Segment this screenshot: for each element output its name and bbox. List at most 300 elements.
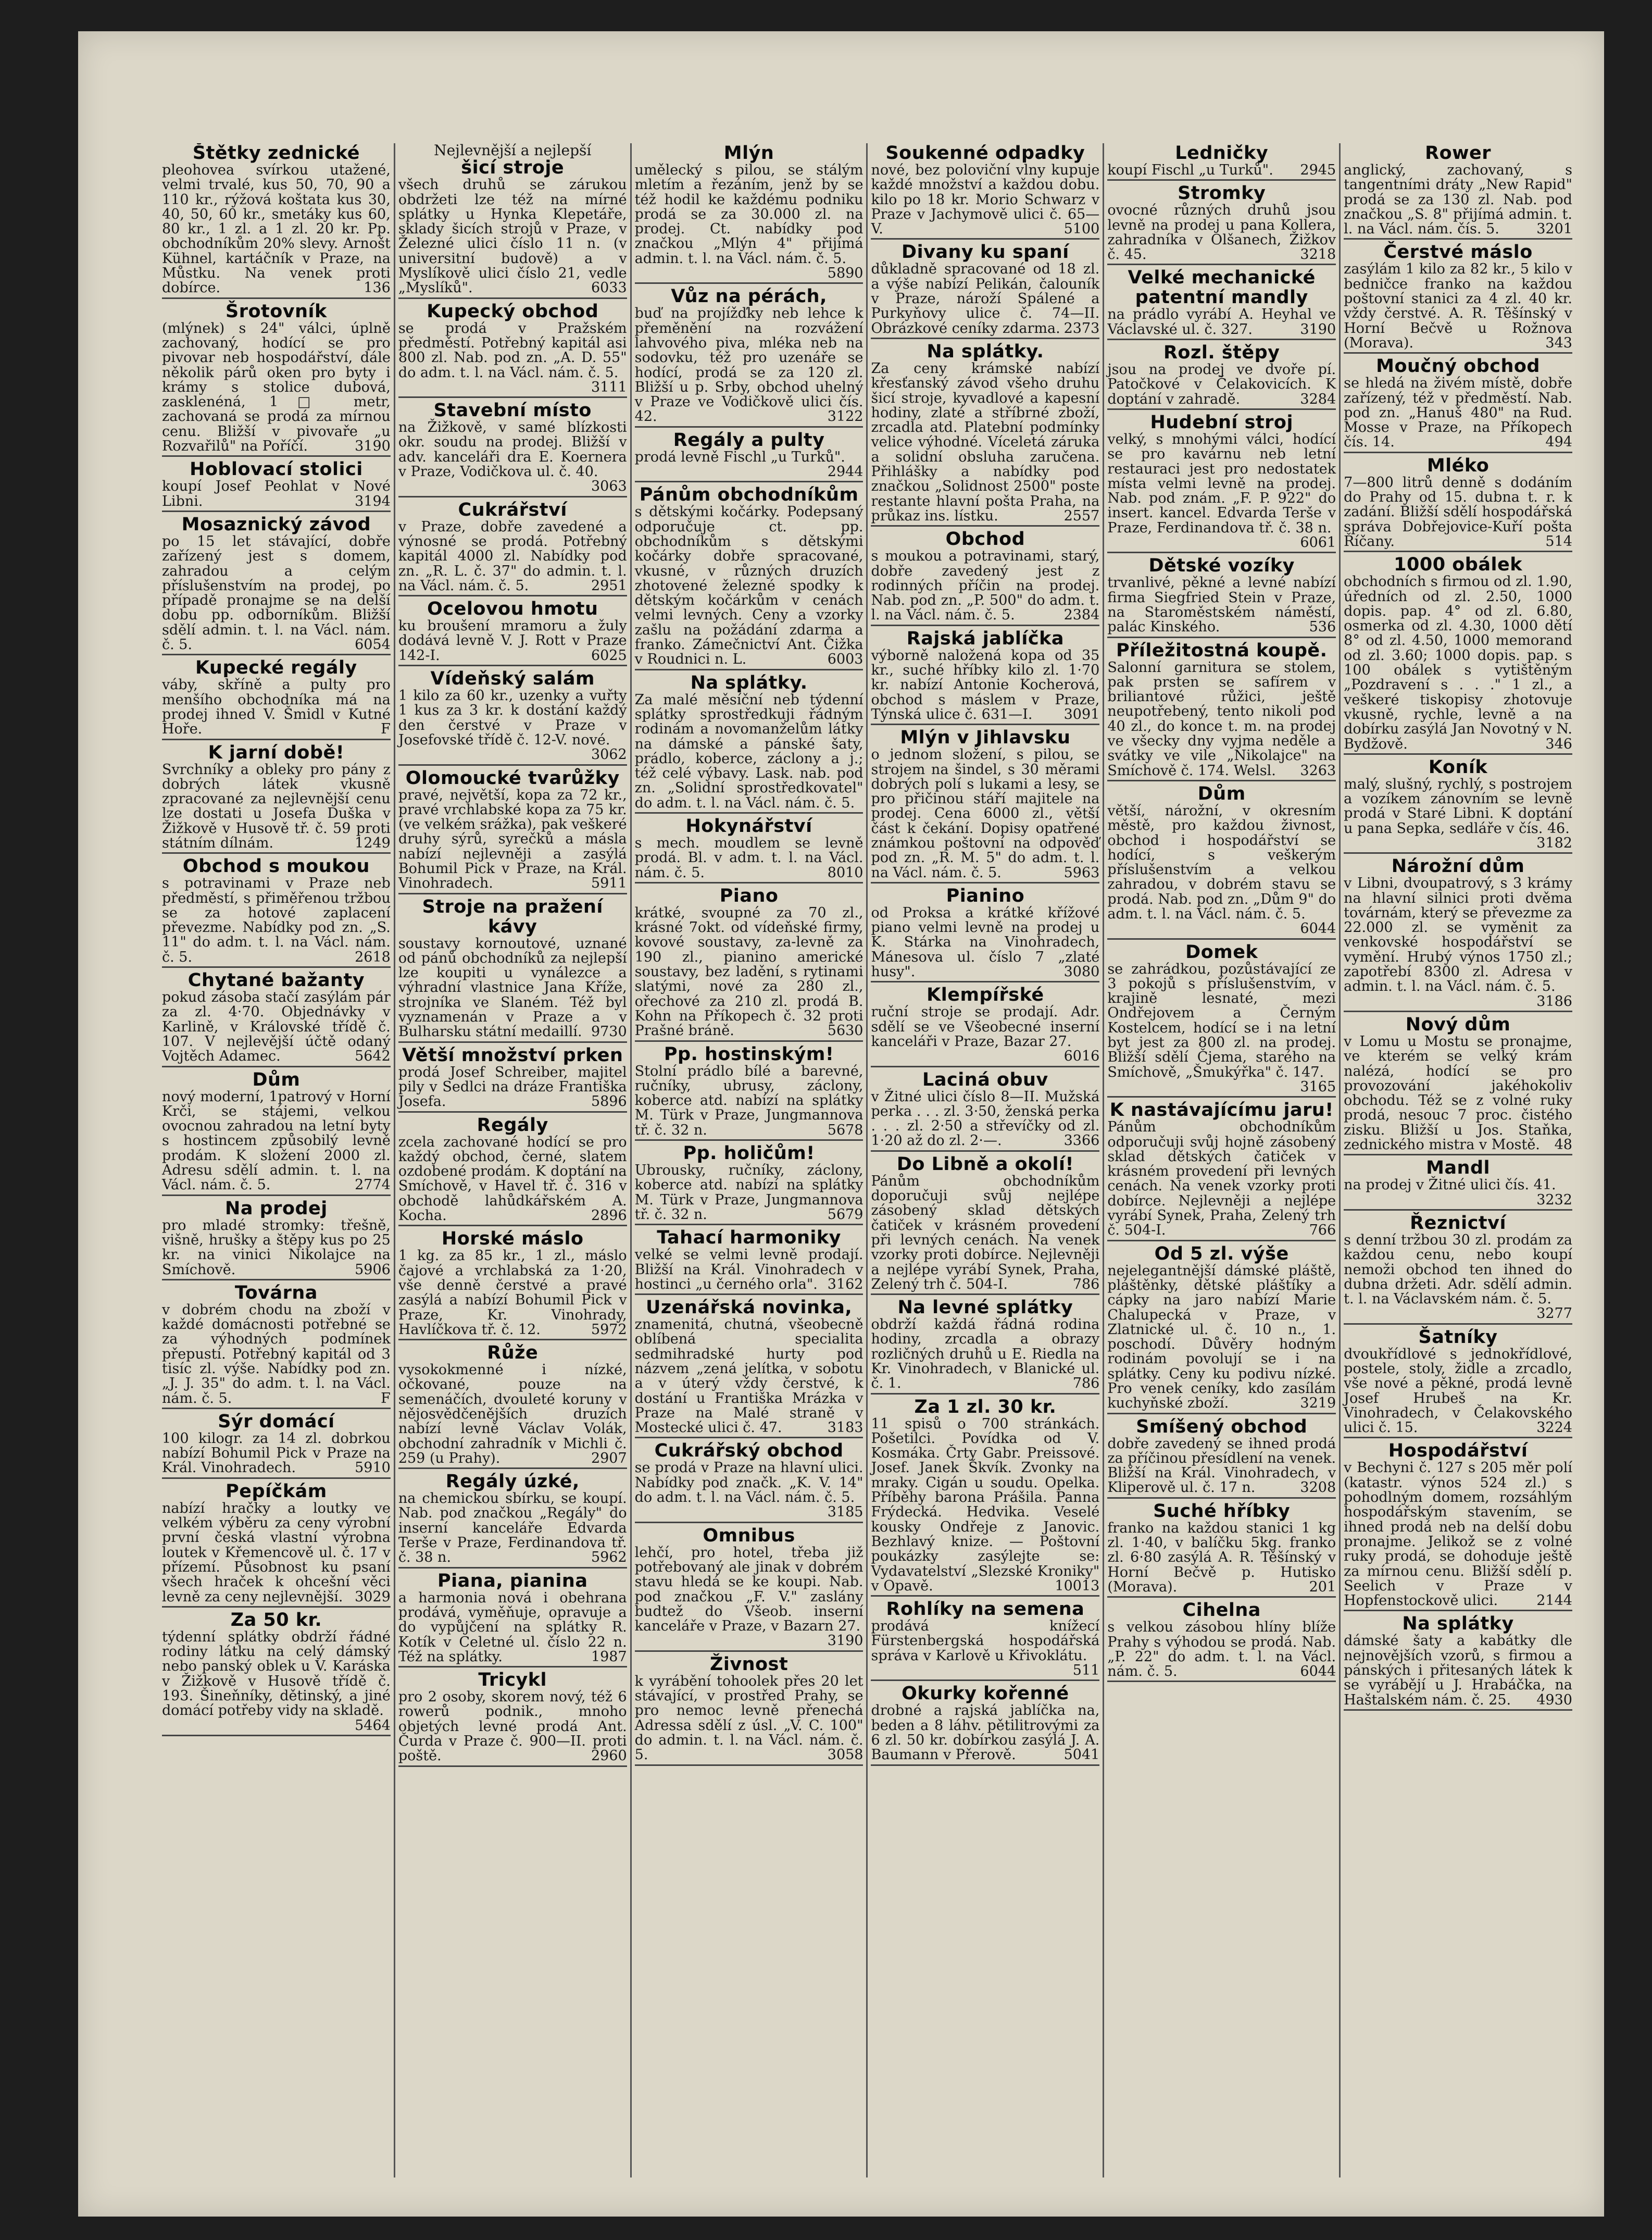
ad-text: dobře zavedený se ihned prodá za příčinou přesídlení na venek. Bližší na Král. Vinohradech, v Kliperově ul. č. 17 n.	[1107, 1435, 1336, 1496]
classified-ad	[1107, 1244, 1336, 1414]
ad-headline: Uzenářská novinka,	[646, 1297, 853, 1318]
ad-text: velký, s mnohými válci, hodící se pro kavárnu neb letní restauraci jest pro nedostatek místa velmi levně na prodej. Nab. pod znám. „F. P. 922" do insert. kancel. Edvarda Terše v Praze, Ferdinandova tř. č. 38 n.	[1107, 431, 1336, 536]
classified-ad	[635, 886, 863, 1042]
classified-ad	[162, 970, 391, 1067]
ad-body	[1107, 1620, 1336, 1679]
ad-body	[635, 1546, 863, 1649]
ad-headline: Regály	[477, 1114, 548, 1136]
ad-number: 5910	[355, 1460, 391, 1476]
ad-number: 3218	[1300, 246, 1336, 263]
ad-number: 10013	[1055, 1577, 1100, 1594]
classified-ad	[398, 1229, 627, 1340]
ad-body	[635, 906, 863, 1039]
ad-headline: Do Libně a okolí!	[896, 1153, 1074, 1175]
ad-headline: Mlýn	[723, 143, 774, 164]
ad-body	[635, 306, 863, 424]
ad-body	[1107, 804, 1336, 937]
ad-number: 2384	[1063, 607, 1100, 624]
classified-ad	[162, 459, 391, 512]
ad-body	[162, 1501, 391, 1604]
classified-ad	[1107, 1501, 1336, 1598]
ad-body	[398, 1065, 627, 1110]
classified-ad	[398, 1472, 627, 1568]
classified-ad	[1107, 1100, 1336, 1241]
ad-text: s velkou zásobou hlíny blíže Prahy s výhodou se prodá. Nab. „P. 22" do adm. t. l. na Václ. nám. č. 5.	[1107, 1619, 1336, 1680]
ad-text: s moukou a potravinami, starý, dobře zavedený jest z rodinných příčin na prodej. Nab. pod zn. „P. 500" do adm. t. l. na Václ. nám. č. 5.	[871, 548, 1100, 624]
ad-body	[871, 748, 1099, 880]
ad-headline: Mléko	[1426, 455, 1490, 476]
classified-ad	[398, 158, 627, 298]
ad-body	[398, 1249, 627, 1337]
ad-body	[162, 876, 391, 965]
ad-headline: Tricykl	[478, 1670, 547, 1691]
ad-text: váby, skříně a pulty pro menšího obchodníka má na prodej ihned V. Šmidl v Kutné Hoře.	[162, 677, 391, 738]
ad-body	[162, 1303, 391, 1406]
ad-headline: Hudební stroj	[1150, 412, 1293, 433]
ad-headline: Vůz na pérách,	[671, 286, 827, 307]
ad-headline: Kupecký obchod	[427, 301, 599, 322]
ad-text: zcela zachované hodící se pro každý obchod, černé, slatem ozdobené prodám. K doptání na Smíchově, v Havel tř. č. 316 v obchodě lahůdkářském A. Kocha.	[398, 1134, 627, 1224]
ad-number: 2774	[355, 1177, 391, 1193]
ad-body	[635, 1163, 863, 1222]
ad-body	[1344, 1347, 1572, 1436]
ad-number: 3185	[827, 1504, 863, 1521]
classified-ad	[162, 1070, 391, 1196]
classified-ad	[1107, 784, 1336, 940]
ad-headline: Divany ku spaní	[902, 242, 1069, 263]
ad-number: 3111	[591, 379, 627, 395]
ad-number: 3232	[1536, 1191, 1572, 1208]
classified-ad	[162, 743, 391, 854]
ad-number: 3186	[1536, 993, 1572, 1010]
ad-number: 3194	[355, 493, 391, 509]
ad-number: 514	[1545, 533, 1572, 550]
ad-body	[1107, 163, 1336, 178]
ad-body	[871, 163, 1099, 237]
ad-body	[1107, 307, 1336, 337]
ad-number: 3182	[1536, 835, 1572, 851]
classified-ad	[635, 1143, 863, 1225]
classified-ad	[398, 500, 627, 596]
ad-body	[162, 479, 391, 509]
ad-headline: Ledničky	[1175, 143, 1269, 164]
ad-body	[1107, 363, 1336, 407]
ad-headline: Na splátky.	[690, 672, 808, 693]
classified-ad	[398, 1115, 627, 1227]
classified-ad	[162, 1412, 391, 1479]
ad-text: na prodej v Žitné ulici čís. 41.	[1344, 1177, 1556, 1193]
ad-text: dvoukřídlové s jednokřídlové, postele, stoly, židle a zrcadlo, vše nové a pěkné, prodá levně Josef Hrubeš na Kr. Vinohradech, v Čelakovského ulici č. 15.	[1344, 1346, 1572, 1436]
ad-text: anglický, zachovaný, s tangentními dráty „New Rapid" prodá se za 130 zl. Nab. pod značkou „S. 8" přijímá admin. t. l. na Václ. nám. čís. 5.	[1344, 162, 1572, 238]
ad-text: na Žižkově, v samé blízkosti okr. soudu na prodej. Bližší v adv. kanceláři dra E. Koernera v Praze, Vodičkova ul. č. 40.	[398, 419, 627, 480]
ad-text: ovocné různých druhů jsou levně na prodej u pana Kollera, zahradníka v Olšanech, Žižkov č. 45.	[1107, 202, 1336, 263]
classified-ad	[1344, 1614, 1572, 1710]
ad-number: 5678	[827, 1122, 863, 1138]
ad-headline: Dům	[1197, 783, 1246, 804]
ad-number: 3165	[1300, 1078, 1336, 1095]
ad-text: Salonní garnitura se stolem, pak prsten se safírem v briliantové růžici, ještě neupotřebený, tento nikoli pod 40 zl., do konce t. m. na prodej ve všecky dny vyjma neděle a svátky ve vile „Nikolajce" na Smíchově č. 174. Welsl.	[1107, 659, 1336, 779]
ad-text: pokud zásoba stačí zasýlám pár za zl. 4·70. Objednávky v Karlině, v Královské třídě č. 107. V nejlevější účtě odaný Vojtěch Adamec.	[162, 989, 391, 1065]
classified-ad	[1344, 555, 1572, 755]
ad-headline: Cihelna	[1182, 1600, 1261, 1621]
ad-headline: Pánům obchodníkům	[639, 484, 859, 506]
ad-body	[1344, 777, 1572, 851]
ad-number: 5041	[1063, 1747, 1100, 1763]
ad-headline: Chytané bažanty	[187, 970, 365, 991]
ad-headline: Stroje na pražení kávy	[422, 896, 603, 937]
ad-headline: 1000 obálek	[1394, 554, 1522, 576]
ad-headline: Šatníky	[1418, 1326, 1498, 1348]
classified-ad	[871, 242, 1099, 339]
ad-text: Stolní prádlo bílé a barevné, ručníky, ubrusy, záclony, koberce atd. nabízí na splátky M. Türk v Praze, Jungmannova tř. č. 32 n.	[634, 1063, 863, 1138]
ad-text: se prodá v Praze na hlavní ulici. Nabídky pod značk. „K. V. 14" do adm. t. l. na Václ. nám. č. 5.	[634, 1460, 863, 1506]
ad-text: buď na projížďky neb lehce k přeměnění na rozvážení lahvového piva, mléka neb na sodovku, též pro uzenáře se hodící, prodá se za 120 zl. Bližší u p. Srby, obchod uhelný v Praze ve Vodičkově ulici čís. 42.	[634, 305, 863, 425]
ad-number: 6044	[1300, 920, 1336, 937]
ad-number: 2896	[591, 1208, 627, 1224]
ad-headline: Stavební místo	[433, 400, 592, 421]
ad-headline: Soukenné odpadky	[885, 143, 1085, 164]
ad-body	[635, 450, 863, 480]
ad-text: velké se velmi levně prodají. Bližší na Král. Vinohradech v hostinci „u černého orla".	[634, 1247, 863, 1292]
ad-headline: Větší množství prken	[402, 1044, 623, 1066]
ad-headline: Mosaznický závod	[181, 514, 371, 535]
ad-body	[1344, 476, 1572, 549]
classified-ad	[162, 1199, 391, 1280]
ad-body	[398, 1591, 627, 1664]
ad-column	[1104, 143, 1341, 2177]
ad-number: 3183	[827, 1420, 863, 1436]
classified-ad	[398, 401, 627, 497]
ad-headline: Továrna	[234, 1282, 318, 1303]
ad-text: (mlýnek) s 24" válci, úplně zachovaný, hodící se pro pivovar neb hospodářství, dále několik párů oken pro byty i krámy s stolice dubová, zasklenéná, 1□ metr, zachovaná se prodá za mírnou cenu. Bližší v pivovaře „u Rozvařilů" na Poříčí.	[162, 320, 391, 455]
ad-number: 3058	[827, 1747, 863, 1763]
ad-text: umělecký s pilou, se stálým mletím a řezáním, jenž by se též hodil ke každému podniku prodá se za 30.000 zl. na prodej. Ct. nabídky pod značkou „Mlýn 4" přijímá admin. t. l. na Václ. nám. č. 5.	[634, 162, 863, 267]
ad-text: s potravinami v Praze neb předměstí, s přiměřenou tržbou se za hotové zaplacení převezme. Nabídky pod zn. „S. 11" do adm. t. l. na Václ. nám. č. 5.	[162, 875, 391, 965]
ad-body	[398, 178, 627, 295]
ad-headline: Na levné splátky	[897, 1297, 1073, 1318]
ad-text: pro mladé stromky: třešně, višně, hrušky a štěpy kus po 25 kr. na vinici Nikolajce na Smíchově.	[162, 1217, 391, 1278]
ad-text: Ubrousky, ručníky, záclony, koberce atd. nabízí na splátky M. Türk v Praze, Jungmannova tř. č. 32 n.	[634, 1162, 863, 1223]
ad-headline: Regály úzké,	[445, 1471, 580, 1492]
ad-number: 5911	[591, 875, 627, 892]
ad-headline: Sýr domácí	[218, 1411, 335, 1432]
ad-text: všech druhů se zárukou obdržeti lze též na mírné splátky u Hynka Klepetáře, sklady šicích strojů v Praze, v Železné ulici číslo 11 n. (v universitní budově) a v Myslíkově ulici číslo 21, vedle „Myslíků".	[398, 177, 627, 296]
ad-number: 5963	[1063, 864, 1100, 881]
ad-text: obdrží každá řádná rodina hodiny, zrcadla a obrazy rozličných druhů u E. Riedla na Kr. Vinohradech, v Blanické ul. č. 1.	[871, 1316, 1100, 1392]
ad-text: Svrchníky a obleky pro pány z dobrých látek vkusně zpracované za nejlevnější cenu lze dostati u Josefa Duška v Žižkově v Husově tř. č. 59 proti státním dílnám.	[162, 761, 391, 851]
ad-body	[1107, 1120, 1336, 1238]
ad-body	[635, 505, 863, 667]
ad-headline: Řeznictví	[1410, 1212, 1506, 1234]
ad-body	[162, 1432, 391, 1476]
ad-headline: Cukrářský obchod	[654, 1440, 844, 1462]
ad-number: 3091	[1063, 706, 1100, 723]
ad-body	[1107, 432, 1336, 550]
ad-text: k vyrábění tohoolek přes 20 let stávající, v prostřed Prahy, se pro nemoc levně přenechá Adressa sdělí z úsl. „V. C. 100" do admin. t. l. na Václ. nám. č. 5.	[634, 1673, 863, 1763]
ad-text: s mech. moudlem se levně prodá. Bl. v adm. t. l. na Václ. nám. č. 5.	[634, 835, 863, 881]
classified-ad	[398, 1343, 627, 1469]
ad-body	[162, 1630, 391, 1733]
ad-text: nejelegantnější dámské pláště, pláštěnky, dětské pláštíky a cápky na jaro nabízí Marie Chalupecká v Praze, v Zlatnické ul. č. 10 n., 1. poschodí. Důvěry hodným rodinám povolují se i na splátky. Ceny ku podivu nízké. Pro venek ceníky, kdo zasílám kuchyňské zboží.	[1107, 1262, 1336, 1412]
ad-text: koupí Fischl „u Turků".	[1107, 162, 1273, 178]
ad-text: pravé, největší, kopa za 72 kr., pravé vrchlabské kopa za 75 kr. (ve velkém srážka), pak veškeré druhy sýrů, syrečků a másla nabízí nejlevněji a zasýlá Bohumil Pick v Praze, na Král. Vinohradech.	[398, 787, 627, 892]
ad-text: lehčí, pro hotel, třeba již potřebovaný ale jinak v dobrém stavu hledá se ke koupi. Nab. pod značkou „F. V." zaslány budtež do Všeob. inserní kanceláře v Praze, v Bazarn 27.	[634, 1544, 863, 1635]
classified-ad	[635, 1654, 863, 1766]
ad-text: jsou na prodej ve dvoře pí. Patočkové v Čelakovicích. K doptání v zahradě.	[1107, 362, 1336, 407]
ad-number: 2144	[1536, 1592, 1572, 1609]
ad-body	[1344, 876, 1572, 1009]
ad-text: v Praze, dobře zavedené a výnosné se prodá. Potřebný kapitál 4000 zl. Nabídky pod zn. „R. L. č. 37" do admin. t. l. na Václ. nám. č. 5.	[398, 518, 627, 594]
ad-text: o jednom složení, s pilou, se strojem na šindel, s 30 měrami dobrých polí s lukami a lesy, se pro přičinou stáří majitele na prodej. Cena 6000 zl., větší část k čekání. Dopisy opatřené známkou poštovní na odpověď pod zn. „R. M. 5" do adm. t. l. na Václ. nám. č. 5.	[871, 746, 1100, 881]
ad-number: 2945	[1300, 162, 1336, 178]
ad-text: větší, nárožní, v okresním městě, pro každou živnost, obchod i hospodářství se hodící, s veškerým příslušenstvím a velkou zahradou, v dobrém stavu se prodá. Nab. pod zn. „Dům 9" do adm. t. l. na Václ. nám. č. 5.	[1107, 802, 1336, 922]
classified-ad	[635, 1044, 863, 1141]
ad-headline: Růže	[487, 1342, 539, 1364]
classified-ad	[1344, 456, 1572, 552]
ad-text: krátké, svoupné za 70 zl., krásné 7okt. od vídeňské firmy, kovové soustavy, za-levně za 190 zl., pianino americké soustavy, bez ladění, s rytinami slatými, nové za 280 zl., ořechové za 210 zl. prodá B. Kohn na Příkopech č. 32 proti Prašné bráně.	[634, 904, 863, 1039]
ad-text: pleohovea svírkou utažené, velmi trvalé, kus 50, 70, 90 a 110 kr., rýžová koštata kus 30, 40, 50, 60 kr., smetáky kus 60, 80 kr., 1 zl. a 1 zl. 20 kr. Pp. obchodníkům 20% slevy. Arnošt Kühnel, kartáčník v Praze, na Můstku. Na venek proti dobírce.	[162, 162, 391, 296]
ad-number: 766	[1309, 1222, 1336, 1239]
ad-text: ruční stroje se prodají. Adr. sdělí se ve Všeobecné inserní kanceláři v Praze, Bazar 27.	[871, 1004, 1100, 1050]
ad-number: 5890	[827, 265, 863, 282]
ad-text: v Žitné ulici číslo 8—II. Mužská perka . . . zl. 3·50, ženská perka . . . zl. 2·50 a střevíčky od zl. 1·20 až do zl. 2·—.	[871, 1088, 1100, 1149]
ad-number: 3277	[1536, 1305, 1572, 1322]
classified-ad	[1107, 641, 1336, 781]
ad-text: 1 kg. za 85 kr., 1 zl., máslo čajové a vrchlabská za 1·20, vše denně čerstvé a pravé zasýlá a nabízí Bohumil Pick v Praze, Kr. Vinohrady, Havlíčkova tř. č. 12.	[398, 1248, 627, 1338]
ad-text: se prodá v Pražském předměstí. Potřebný kapitál asi 800 zl. Nab. pod zn. „A. D. 55" do adm. t. l. na Václ. nám. č. 5.	[398, 320, 627, 381]
ad-text: soustavy kornoutové, uznané od pánů obchodníků za nejlepší lze koupiti u vynálezce a výhradní vlastnice Jana Kříže, strojníka ve Slaném. Též byl vyznamenán v Praze a v Bulharsku státní medaillí.	[398, 935, 627, 1040]
ad-number: 5630	[827, 1023, 863, 1039]
classified-ad	[1107, 143, 1336, 181]
ad-text: 7—800 litrů denně s dodáním do Prahy od 15. dubna t. r. k zadání. Bližší sdělí hospodářská správa Dobřejovice-Kuří pošta Říčany.	[1344, 474, 1572, 550]
classified-ad	[398, 599, 627, 666]
ad-number: 2960	[591, 1748, 627, 1764]
ad-headline: Velké mechanické patentní mandly	[1128, 267, 1316, 308]
ad-body	[871, 362, 1099, 524]
ad-number: 2907	[591, 1450, 627, 1466]
classified-ad	[871, 985, 1099, 1067]
ad-number: 786	[1072, 1375, 1100, 1392]
ad-headline: Hospodářství	[1388, 1440, 1528, 1462]
ad-body	[1344, 1178, 1572, 1208]
ad-body	[1107, 661, 1336, 778]
ad-headline: Rozl. štěpy	[1163, 342, 1280, 364]
ad-headline: Vídeňský salám	[430, 668, 595, 690]
ad-text: výborně naložená kopa od 35 kr., suché hříbky kilo zl. 1·70 kr. nabízí Antonie Kocherová, obchod s máslem v Praze, Týnská ulice č. 631—I.	[871, 647, 1100, 723]
ad-number: 6025	[591, 647, 627, 664]
classified-ad	[1344, 1327, 1572, 1439]
classified-ad	[871, 1397, 1099, 1597]
ad-body	[871, 549, 1099, 623]
ad-text: franko na každou stanici 1 kg zl. 1·40, v balíčku 5kg. franko zl. 6·80 zasýlá A. R. Těšínský v Horní Bečvě p. Hutisko (Morava).	[1107, 1520, 1336, 1595]
ad-headline: Rajská jablíčka	[906, 628, 1065, 649]
ad-text: 1 kilo za 60 kr., uzenky a vuřty 1 kus za 3 kr. k dostání každý den čerstvé v Praze v Josefovské třídě č. 12-V. nové.	[398, 688, 627, 748]
ad-text: znamenitá, chutná, všeobecně oblíbená specialita sedmihradské hurty pod názvem „zená jelítka, v sobotu a v úterý vždy čerstvé, k dostání u Františka Mrázka v Praze na Malé straně v Mostecké ulici č. 47.	[634, 1316, 863, 1436]
classified-ad	[162, 302, 391, 457]
ad-body	[1107, 1437, 1336, 1496]
ad-body	[1107, 962, 1336, 1095]
ad-headline: K jarní době!	[208, 742, 345, 763]
ad-body	[1107, 576, 1336, 634]
ad-text: se hledá na živém místě, dobře zařízený, též v předměstí. Nab. pod zn. „Hanuš 480" na Rud. Mosse v Praze, na Příkopech čís. 14.	[1344, 375, 1572, 451]
ad-headline: Živnost	[709, 1653, 789, 1675]
ad-number: 5906	[355, 1261, 391, 1278]
ad-number: 3224	[1536, 1420, 1572, 1436]
classified-ad	[1107, 942, 1336, 1098]
ad-text: Pánům obchodníkům odporučuji svůj hojně zásobený sklad dětských čatiček v krásném provedení při levných cenách. Na venek vzorky proti dobírce. Nejlevněji a nejlépe vyrábí Synek, Praha, Zelený trh č. 504-I.	[1107, 1119, 1336, 1239]
ad-number: 3162	[827, 1276, 863, 1292]
ad-number: 3201	[1536, 221, 1572, 238]
ad-headline: Smíšený obchod	[1136, 1416, 1308, 1437]
ad-headline: Na prodej	[225, 1198, 328, 1219]
ad-number: 3366	[1063, 1133, 1100, 1149]
ad-number: 5679	[827, 1206, 863, 1223]
ad-text: v Bechyni č. 127 s 205 měr polí (katastr. výnos 524 zl.) s pohodlným domem, rozsáhlým hospodářským stavením, se ihned prodá neb na delší dobu pronajme. Jelikož se z volné ruky prodá, se dohoduje ještě za mírnou cenu. Bližší sdělí p. Seelich v Praze v Hopfenstockově ulici.	[1344, 1460, 1572, 1609]
ad-number: 5896	[591, 1093, 627, 1110]
ad-headline: Tahací harmoniky	[657, 1227, 841, 1249]
classified-ad	[871, 629, 1099, 725]
classified-ad	[871, 1298, 1099, 1394]
ad-body	[871, 1317, 1099, 1391]
classified-ad	[635, 673, 863, 814]
ad-body	[1344, 163, 1572, 237]
ad-number: 346	[1545, 736, 1572, 752]
ad-headline: Domek	[1185, 941, 1258, 963]
ad-headline: Pepíčkám	[226, 1480, 327, 1502]
ad-column	[159, 143, 395, 2177]
newspaper-page	[78, 31, 1604, 2217]
ad-text: nabízí hračky a loutky ve velkém výběru za ceny výrobní první česká vlastní výrobna loutek v Křemencově ul. č. 17 v přízemí. Působnost ku psaní všech hraček k ohcešní věci levně za ceny nejlevnější.	[162, 1500, 391, 1605]
ad-headline: Mlýn v Jihlavsku	[900, 727, 1071, 749]
ad-text: prodá Josef Schreiber, majitel pily v Sedlci na dráze Františka Josefa.	[398, 1064, 627, 1110]
ad-number: 3080	[1063, 964, 1100, 980]
classified-ad	[871, 342, 1099, 527]
ad-body	[162, 163, 391, 296]
ad-body	[398, 321, 627, 395]
ad-column	[632, 143, 868, 2177]
ad-headline: Hoblovací stolici	[190, 459, 363, 480]
ad-headline: Rower	[1425, 143, 1491, 164]
classified-ad	[1344, 1158, 1572, 1211]
ad-text: vysokokmenné i nízké, očkované, pouze na semenáčích, dvouleté koruny v nějosvědčenějších druzích nabízí levně Václav Volák, obchodní zahradník v Michli č. 259 (u Prahy).	[398, 1362, 627, 1466]
ad-headline: Okurky kořenné	[902, 1683, 1069, 1704]
ad-body	[635, 1461, 863, 1520]
classified-ad	[1107, 556, 1336, 638]
ad-text: drobné a rajská jablíčka na, beden a 8 láhv. pětilitrovými za 6 zl. 50 kr. dobírkou zasýlá J. A. Baumann v Přerově.	[871, 1702, 1100, 1763]
ad-number: 3029	[355, 1588, 391, 1605]
ad-headline: Pp. hostinským!	[664, 1043, 834, 1065]
ad-headline: K nastávajícímu jaru!	[1109, 1100, 1334, 1121]
ad-body	[398, 619, 627, 663]
ad-body	[1344, 262, 1572, 351]
ad-body	[398, 1135, 627, 1224]
ad-number: 2951	[591, 577, 627, 594]
classified-ad	[398, 768, 627, 894]
classified-ad	[635, 485, 863, 670]
ad-headline: Mandl	[1426, 1158, 1491, 1179]
ad-number: F	[381, 1390, 391, 1407]
ad-number: 4930	[1536, 1691, 1572, 1708]
ad-text: nový moderní, 1patrový v Horní Krči, se stájemi, velkou ovocnou zahradou na letní byty s hostincem způsobilý levně prodám. K složení 2000 zl. Adresu sdělí admin. t. l. na Václ. nám. č. 5.	[162, 1088, 391, 1193]
classified-ad	[1107, 1417, 1336, 1499]
ad-body	[398, 1690, 627, 1763]
ad-text: nové, bez poloviční vlny kupuje každé množství a každou dobu. kilo po 18 kr. Morio Schwarz v Praze v Jachymově ulici č. 65—V.	[871, 162, 1100, 238]
ad-body	[398, 937, 627, 1040]
ad-body	[1107, 1264, 1336, 1411]
ad-headline: Regály a pulty	[673, 429, 825, 451]
ad-body	[635, 1317, 863, 1435]
ad-body	[1344, 1233, 1572, 1322]
ad-column	[868, 143, 1104, 2177]
ad-body	[635, 163, 863, 281]
ad-headline: Za 1 zl. 30 kr.	[914, 1396, 1057, 1417]
classified-ad	[398, 1046, 627, 1113]
ad-column	[1341, 143, 1575, 2177]
ad-number: 5100	[1063, 221, 1100, 238]
classified-ad	[1344, 1441, 1572, 1611]
classified-ad	[162, 1610, 391, 1736]
ad-headline: Dům	[252, 1069, 301, 1090]
ad-body	[162, 990, 391, 1064]
ad-headline: Kupecké regály	[195, 657, 357, 679]
ad-headline: Dětské vozíky	[1148, 555, 1295, 577]
ad-headline: Příležitostná koupě.	[1116, 640, 1328, 661]
ad-number: 3190	[355, 438, 391, 455]
ad-body	[162, 763, 391, 851]
ad-headline: Laciná obuv	[922, 1069, 1048, 1090]
classified-ad	[1107, 343, 1336, 410]
ad-headline: Horské máslo	[441, 1228, 584, 1250]
ad-headline: Pianino	[946, 885, 1025, 906]
ad-text: po 15 let stávající, dobře zařízený jest s domem, zahradou a celým příslušenstvím na prodej, po případě pronajme se na delší dobu pp. odborníkům. Bližší sdělí admin. t. l. na Václ. nám. č. 5.	[162, 533, 391, 653]
ad-body	[1344, 1461, 1572, 1608]
classified-ad	[871, 728, 1099, 883]
ad-body	[1107, 203, 1336, 262]
ad-number: 48	[1554, 1137, 1572, 1153]
classified-ad	[162, 1283, 391, 1409]
ad-body	[871, 1005, 1099, 1064]
ad-number: 3190	[827, 1633, 863, 1649]
ad-number: 536	[1309, 619, 1336, 636]
ad-number: 511	[1072, 1662, 1100, 1679]
ad-body	[871, 649, 1099, 722]
ad-text: na chemickou sbírku, se koupí. Nab. pod značkou „Regály" do inserní kanceláře Edvarda Terše v Praze, Ferdinandova tř. č. 38 n.	[398, 1490, 627, 1566]
classified-ad	[1107, 183, 1336, 265]
ad-body	[398, 1363, 627, 1466]
ad-number: 3122	[827, 408, 863, 425]
ad-headline: Suché hříbky	[1153, 1500, 1291, 1522]
classified-ad	[635, 1526, 863, 1652]
ad-body	[871, 262, 1099, 335]
ad-body	[871, 1174, 1099, 1292]
ad-text: malý, slušný, rychlý, s postrojem a vozíkem zánovním se levně prodá v Staré Libni. K doptání u pana Sepka, sedláře v čís. 46.	[1344, 776, 1572, 837]
ad-text: v Libni, dvoupatrový, s 3 krámy na hlavní silnici proti dvěma továrnám, který se převezme za 22.000 zl. se vyměnit za venkovské hospodářství se vymění. Hrubý výnos 1750 zl.; zapotřebí 8300 zl. Adresa v admin. t. l. na Václ. nám. č. 5.	[1344, 875, 1572, 995]
ad-body	[1344, 575, 1572, 752]
ad-text: dámské šaty a kabátky dle nejnovějších vzorů, s firmou a pánských i přitesaných látek k se vyrábějí u J. Hrabáčka, na Haštalském nám. č. 25.	[1344, 1633, 1572, 1708]
ad-text: prodává knížecí Fürstenbergská hospodářská správa v Karlově u Křivoklátu.	[871, 1618, 1100, 1664]
ad-body	[398, 420, 627, 494]
ad-number: 5642	[355, 1048, 391, 1065]
ad-body	[162, 1090, 391, 1193]
classified-ad	[1344, 356, 1572, 453]
ad-headline: Obchod	[945, 529, 1025, 550]
ad-text: 11 spisů o 700 stránkách. Pošetilci. Povídka od V. Kosmáka. Črty Gabr. Preissové. Josef. Janek Škvík. Zvonky na mraky. Cigán u soudu. Opelka. Příběhy barona Prášila. Panna Frýdecká. Hedvika. Veselé kousky Ondřeje z Janovic. Bezhlavý knize. — Poštovní poukázky zasýlejte se: Vydavatelství „Slezské Kroniky" v Opavě.	[871, 1415, 1100, 1594]
ad-number: 6044	[1300, 1663, 1336, 1680]
classified-ad	[1344, 143, 1572, 240]
ad-text: prodá levně Fischl „u Turků".	[634, 449, 845, 465]
ad-text: koupí Josef Peohlat v Nové Libni.	[162, 478, 391, 509]
ad-number: 3208	[1300, 1479, 1336, 1496]
